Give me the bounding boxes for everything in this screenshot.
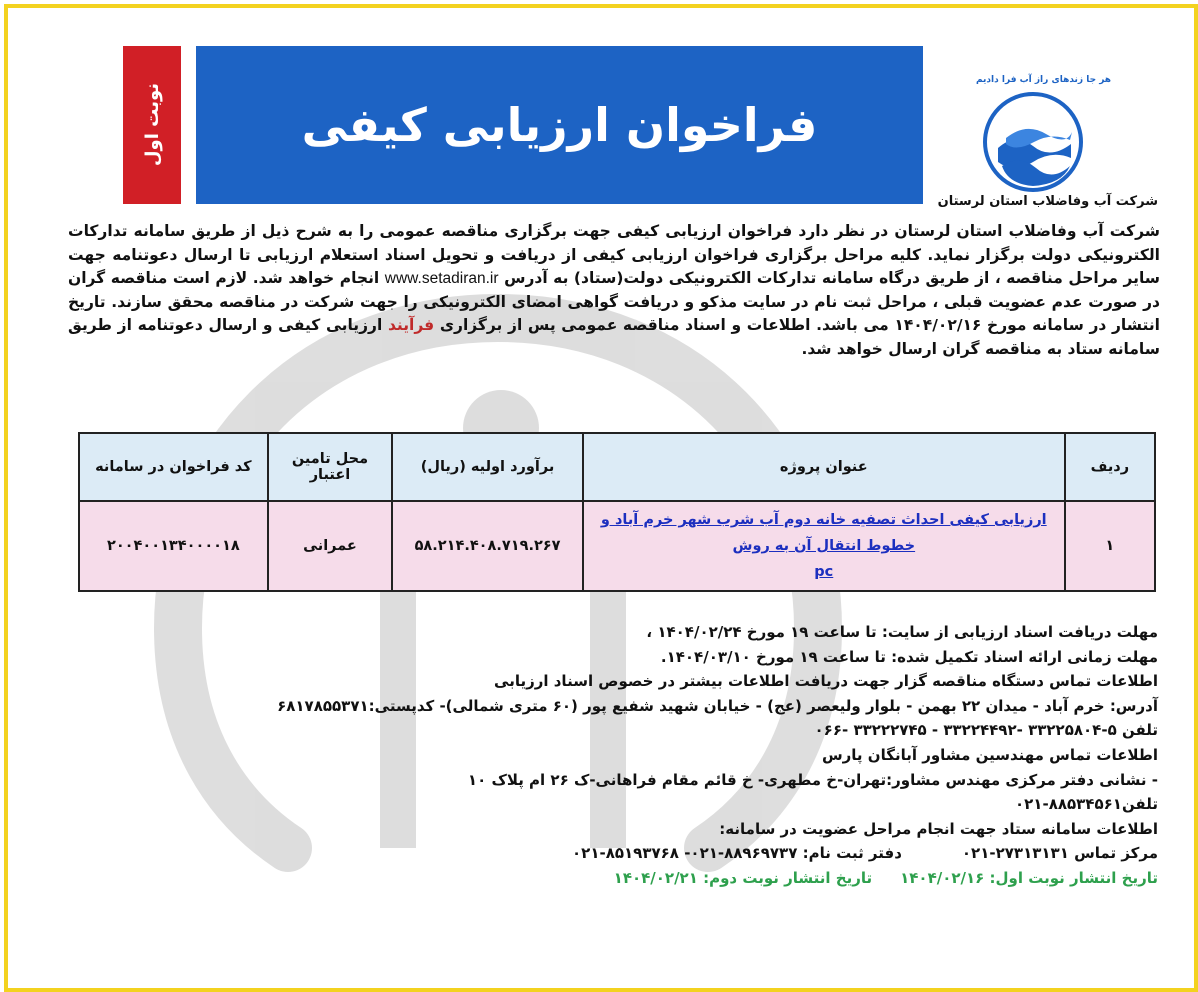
cell-funding: عمرانی <box>268 501 392 591</box>
setad-heading: اطلاعات سامانه ستاد جهت انجام مراحل عضویت در سامانه: <box>719 819 1158 838</box>
company-caption: شرکت آب وفاضلاب استان لرستان <box>937 194 1158 209</box>
header-project-title: عنوان پروژه <box>583 433 1065 501</box>
consultant-phone: تلفن۸۸۵۳۴۵۶۱-۰۲۱ <box>1014 795 1158 814</box>
cell-row-no: ۱ <box>1065 501 1155 591</box>
round-tag <box>123 46 181 204</box>
cell-estimate: ۵۸.۲۱۴.۴۰۸.۷۱۹.۲۶۷ <box>392 501 583 591</box>
intro-part2: انجام خواهد شد. لازم است مناقصه گران در صورت عدم عضویت قبلی ، مراحل ثبت نام در سایت مذکو و دریافت گواهی امضای الکترونیکی را جهت شرکت در مناقصه محقق سازند. تاریخ انتشار در سامانه مورخ ۱۴۰۴/۰۲/۱۶ می باشد. اطلاعات و اسناد مناقصه عمومی پس از برگزاری <box>68 269 1160 334</box>
project-title-line2: خطوط انتقال آن به روش <box>732 538 916 554</box>
deadline-submit: مهلت زمانی ارائه اسناد تکمیل شده: تا ساعت ۱۹ مورخ ۱۴۰۴/۰۳/۱۰. <box>660 647 1158 666</box>
logo-text: هر جا زندهای راز آب فرا دادیم <box>976 75 1112 85</box>
cell-project-title <box>583 501 1065 591</box>
intro-paragraph <box>68 220 1160 361</box>
header-call-code: کد فراخوان در سامانه <box>79 433 268 501</box>
project-title-line1: ارزیابی کیفی احداث تصفیه خانه دوم آب شرب شهر خرم آباد و <box>600 512 1047 528</box>
project-title-line3: pc <box>814 564 834 580</box>
consultant-address: - نشانی دفتر مرکزی مهندس مشاور:تهران-خ مطهری- خ قائم مقام فراهانی-ک ۲۶ ام پلاک ۱۰ <box>467 770 1158 789</box>
consultant-heading: اطلاعات تماس مهندسین مشاور آبانگان پارس <box>821 745 1158 764</box>
contact-heading: اطلاعات تماس دستگاه مناقصه گزار جهت دریافت اطلاعات بیشتر در خصوص اسناد ارزیابی <box>494 672 1158 691</box>
table-header-row <box>79 433 1155 501</box>
details-section <box>158 620 1158 891</box>
page-title: فراخوان ارزیابی کیفی <box>196 46 923 204</box>
table-row <box>79 501 1155 591</box>
header-row-no: ردیف <box>1065 433 1155 501</box>
call-center: مرکز تماس ۲۷۳۱۳۱۳۱-۰۲۱ <box>961 844 1158 863</box>
header-estimate: برآورد اولیه (ریال) <box>392 433 583 501</box>
intro-part3: ارزیابی کیفی و ارسال دعوتنامه از طریق سامانه ستاد به مناقصه گران ارسال خواهد شد. <box>68 316 1160 358</box>
cell-call-code: ۲۰۰۴۰۰۱۳۴۰۰۰۰۱۸ <box>79 501 268 591</box>
setad-contacts <box>158 841 1158 866</box>
project-table <box>78 432 1156 592</box>
project-title-link[interactable] <box>601 512 1047 580</box>
deadline-download: مهلت دریافت اسناد ارزیابی از سایت: تا ساعت ۱۹ مورخ ۱۴۰۴/۰۲/۲۴ ، <box>646 623 1158 641</box>
company-logo <box>976 75 1112 194</box>
document-frame <box>4 4 1198 992</box>
phone-line: تلفن ۵-۳۳۲۲۵۸۰۴ -۳۳۲۲۴۴۹۲ - ۳۳۲۲۲۷۴۵ -۰۶۶ <box>814 721 1158 740</box>
header-funding: محل تامین اعتبار <box>268 433 392 501</box>
registration-office: دفتر ثبت نام: ۸۸۹۶۹۷۳۷-۰۲۱- ۸۵۱۹۳۷۶۸-۰۲۱ <box>572 844 902 863</box>
publish-date-first: تاریخ انتشار نوبت اول: ۱۴۰۴/۰۲/۱۶ <box>900 868 1158 887</box>
round-tag-label: نوبت اول <box>141 83 163 167</box>
intro-part1: شرکت آب وفاضلاب استان لرستان در نظر دارد فراخوان ارزیابی کیفی جهت برگزاری مناقصه عمومی را به شرح ذیل از طریق سامانه تدارکات الکترونیکی دولت برگزار نماید. کلیه مراحل برگزاری فراخوان ارزیابی کیفی از دریافت و تحویل اسناد استعلام ارزیابی تا ارسال دعوتنامه جهت سایر مراحل مناقصه ، از طریق درگاه سامانه تدارکات الکترونیکی دولت(ستاد) به آدرس <box>68 222 1161 287</box>
publish-dates <box>158 866 1158 891</box>
intro-highlight: فرآیند <box>387 316 435 334</box>
publish-date-second: تاریخ انتشار نوبت دوم: ۱۴۰۴/۰۲/۲۱ <box>613 868 873 887</box>
setad-url-link[interactable]: www.setadiran.ir <box>384 270 499 287</box>
address-line: آدرس: خرم آباد - میدان ۲۲ بهمن - بلوار ولیعصر (عج) - خیابان شهید شفیع پور (۶۰ متری شمالی)- کدپستی:۶۸۱۷۸۵۵۳۷۱ <box>277 696 1158 715</box>
